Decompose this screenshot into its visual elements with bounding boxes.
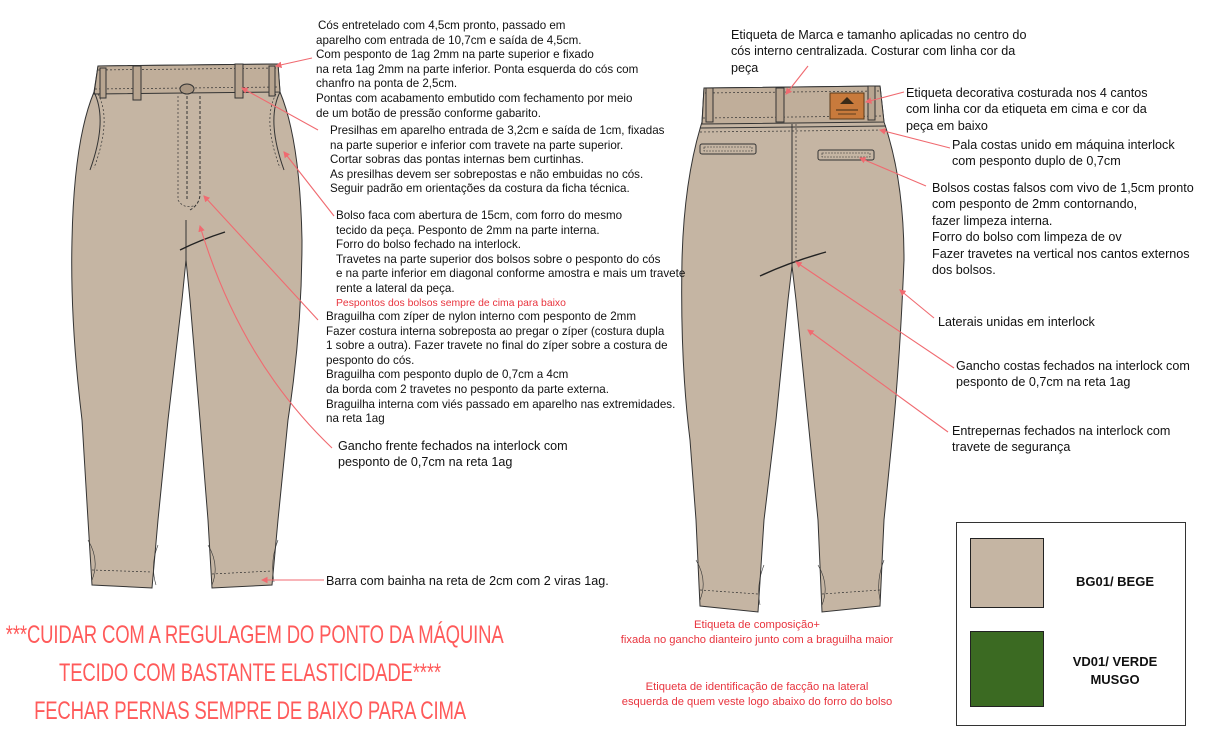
note-side-seams: Laterais unidas em interlock [938, 315, 1095, 329]
belt-loop [133, 66, 141, 100]
note-belt-loops: Presilhas em aparelho entrada de 3,2cm e saída de 1cm, fixadas na parte superior e inferior com travete na parte superior. Cortar sobras das pontas internas bem curtinhas. As presilhas devem ser sobrepostas e não embuidas no cós. Seguir padrão em orientações da costura da ficha técnica. [330, 124, 665, 196]
note-fly: Braguilha com zíper de nylon interno com pesponto de 2mm Fazer costura interna sobreposta ao pregar o zíper (costura dupla 1 sobre a outra). Fazer travete no final do zíper sobre a costura de pesponto do cós. Braguilha com pesponto duplo de 0,7cm a 4cm da borda com 2 travetes no pesponto da parte externa. Braguilha interna com viés passado em aparelho nas extremidades. na reta 1ag [326, 310, 676, 426]
back-pocket-right [818, 150, 874, 160]
back-pants-body [682, 86, 904, 612]
belt-loop [235, 64, 243, 98]
note-front-rise: Gancho frente fechados na interlock com pesponto de 0,7cm na reta 1ag [338, 439, 568, 470]
belt-loop [776, 88, 784, 122]
color-legend [956, 522, 1186, 726]
warning-close-legs: FECHAR PERNAS SEMPRE DE BAIXO PARA CIMA [34, 697, 466, 725]
arrow-waistband [276, 58, 312, 66]
note-hem: Barra com bainha na reta de 2cm com 2 viras 1ag. [326, 574, 609, 588]
note-decorative-label: Etiqueta decorativa costurada nos 4 cantos com linha cor da etiqueta em cima e cor da peça em baixo [906, 86, 1148, 133]
note-yoke: Pala costas unido em máquina interlock com pesponto duplo de 0,7cm [952, 138, 1175, 169]
note-pocket: Bolso faca com abertura de 15cm, com forro do mesmo tecido da peça. Pesponto de 2mm na parte interna. Forro do bolso fechado na interlock. Travetes na parte superior dos bolsos sobre o pesponto do cós e na parte inferior em diagonal conforme amostra e mais um travete rente a lateral da peça. Pespontos dos bolsos sempre de cima para baixo [336, 209, 685, 311]
note-pocket-red: Pespontos dos bolsos sempre de cima para baixo [336, 297, 566, 309]
belt-loop [100, 68, 106, 98]
front-pants-sketch [72, 64, 302, 588]
warning-fabric-elasticity: TECIDO COM BASTANTE ELASTICIDADE**** [59, 659, 441, 687]
belt-loop [269, 66, 275, 96]
decorative-label [830, 93, 864, 119]
belt-loop [706, 88, 713, 122]
note-inseam: Entrepernas fechados na interlock com travete de segurança [952, 424, 1171, 455]
note-faction-label: Etiqueta de identificação de facção na lateral esquerda de quem veste logo abaixo do forro do bolso [621, 681, 893, 708]
note-waistband: Cós entretelado com 4,5cm pronto, passado em aparelho com entrada de 10,7cm e saída de 4,5cm. Com pesponto de 1ag 2mm na parte superior e fixado na reta 1ag 2mm na parte inferior. Ponta esquerda do cós com chanfro na ponta de 2,5cm. Pontas com acabamento embutido com fechamento por meio de um botão de pressão conforme gabarito. [316, 19, 639, 120]
swatch-beige [970, 538, 1044, 608]
note-back-rise: Gancho costas fechados na interlock com pesponto de 0,7cm na reta 1ag [956, 359, 1190, 390]
back-pants-sketch [682, 86, 904, 612]
swatch-green [970, 631, 1044, 707]
note-composition-label: Etiqueta de composição+ fixada no gancho dianteiro junto com a braguilha maior [620, 619, 894, 646]
label-beige: BG01/ BEGE [1075, 574, 1155, 589]
label-green: VD01/ VERDE MUSGO [1072, 654, 1158, 687]
arrow-side-seams [900, 290, 934, 318]
note-back-pockets: Bolsos costas falsos com vivo de 1,5cm pronto com pesponto de 2mm contornando, fazer limpeza interna. Forro do bolso com limpeza de ov Fazer travetes na vertical nos cantos externos dos bolsos. [932, 181, 1194, 278]
warning-machine-setting: ***CUIDAR COM A REGULAGEM DO PONTO DA MÁQUINA [5, 621, 504, 649]
button-icon [180, 84, 194, 94]
belt-loop [868, 86, 875, 120]
back-pocket-left [700, 144, 756, 154]
note-brand-label: Etiqueta de Marca e tamanho aplicadas no centro do cós interno centralizada. Costurar com linha cor da peça [731, 28, 1027, 75]
